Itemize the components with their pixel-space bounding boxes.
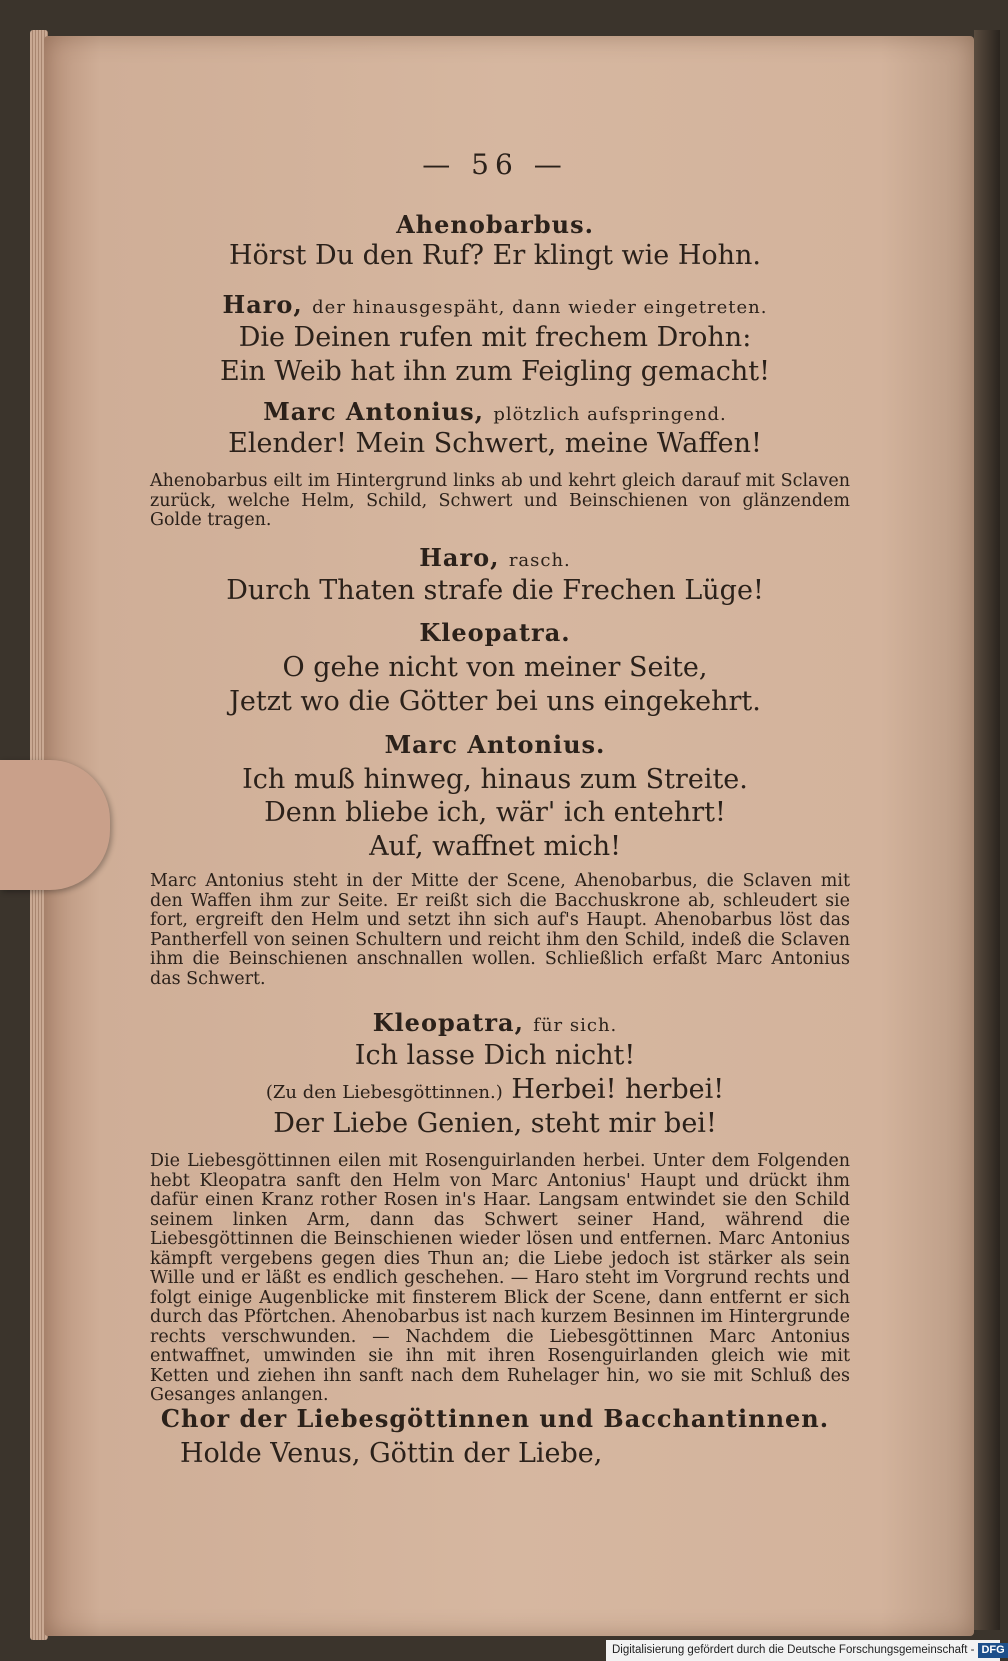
verse-line: Ein Weib hat ihn zum Feigling gemacht! bbox=[220, 356, 770, 387]
stage-direction-inline: für sich. bbox=[533, 1015, 618, 1036]
verse-line: Der Liebe Genien, steht mir bei! bbox=[273, 1108, 717, 1139]
stage-direction-inline: der hinausgespäht, dann wieder eingetreten. bbox=[312, 297, 768, 318]
verse-line: O gehe nicht von meiner Seite, bbox=[282, 652, 708, 683]
verse-line: Durch Thaten strafe die Frechen Lüge! bbox=[226, 575, 764, 606]
verse-line: Auf, waffnet mich! bbox=[369, 831, 621, 862]
verse-line: Ich lasse Dich nicht! bbox=[354, 1040, 636, 1071]
speaker-ahenobarbus: Ahenobarbus. bbox=[396, 210, 594, 239]
stage-direction: Ahenobarbus eilt im Hintergrund links ab und kehrt gleich darauf mit Sclaven zurück, welche Helm, Schild, Schwert und Beinschienen von glänzendem Golde tragen. bbox=[150, 471, 850, 530]
speaker-marc-antonius: Marc Antonius, plötzlich aufspringend. bbox=[263, 397, 727, 426]
aside-direction: (Zu den Liebesgöttinnen.) bbox=[265, 1082, 503, 1103]
stage-direction: Marc Antonius steht in der Mitte der Scene, Ahenobarbus, die Sclaven mit den Waffen ihm zur Seite. Er reißt sich die Bacchuskrone ab, schleudert sie fort, ergreift den Helm und setzt ihn sich auf's Haupt. Ahenobarbus löst das Pantherfell von seinen Schultern und reicht ihm den Schild, indeß die Sclaven ihm die Beinschienen anschnallen wollen. Schließlich erfaßt Marc Antonius das Schwert. bbox=[150, 871, 850, 989]
verse-line: Ich muß hinweg, hinaus zum Streite. bbox=[242, 764, 748, 795]
page-number: — 56 — bbox=[422, 148, 568, 181]
speaker-marc-antonius: Marc Antonius. bbox=[384, 730, 606, 759]
verse-line: Die Deinen rufen mit frechem Drohn: bbox=[238, 322, 752, 353]
verse-line: Jetzt wo die Götter bei uns eingekehrt. bbox=[229, 686, 761, 717]
speaker-haro: Haro, der hinausgespäht, dann wieder eingetreten. bbox=[222, 290, 768, 319]
speaker-haro: Haro, rasch. bbox=[419, 543, 571, 572]
digitization-credit: Digitalisierung gefördert durch die Deutsche Forschungsgemeinschaft - DFG bbox=[606, 1640, 1000, 1661]
verse-line: Holde Venus, Göttin der Liebe, bbox=[180, 1438, 603, 1469]
verse-line: Denn bliebe ich, wär' ich entehrt! bbox=[264, 797, 726, 828]
verse-line: Hörst Du den Ruf? Er klingt wie Hohn. bbox=[228, 240, 762, 271]
verse-line: Elender! Mein Schwert, meine Waffen! bbox=[228, 428, 762, 459]
verse-line: (Zu den Liebesgöttinnen.) Herbei! herbei! bbox=[265, 1074, 725, 1105]
speaker-chorus: Chor der Liebesgöttinnen und Bacchantinnen. bbox=[160, 1404, 830, 1433]
page-tab bbox=[0, 760, 110, 890]
stage-direction: Die Liebesgöttinnen eilen mit Rosenguirlanden herbei. Unter dem Folgenden hebt Kleopatra sanft den Helm von Marc Antonius' Haupt und drückt ihm dafür einen Kranz rother Rosen in's Haar. Langsam entwindet sie den Schild seinem linken Arm, dann das Schwert seiner Hand, während die Liebesgöttinnen die Beinschienen wieder lösen und entfernen. Marc Antonius kämpft vergebens gegen dies Thun an; die Liebe jedoch ist stärker als sein Wille und er läßt es endlich geschehen. — Haro steht im Vorgrund rechts und folgt einige Augenblicke mit finsterem Blick der Scene, dann entfernt er sich durch das Pförtchen. Ahenobarbus ist nach kurzem Besinnen im Hintergrunde rechts verschwunden. — Nachdem die Liebesgöttinnen Marc Antonius entwaffnet, umwinden sie ihn mit ihren Rosenguirlanden gleich wie mit Ketten und ziehen ihn sanft nach dem Ruhelager hin, wo sie mit Schluß des Gesanges anlangen. bbox=[150, 1151, 850, 1405]
dfg-logo: DFG bbox=[978, 1643, 1007, 1658]
binding-shadow bbox=[974, 30, 1000, 1630]
speaker-kleopatra: Kleopatra. bbox=[419, 618, 571, 647]
stage-direction-inline: plötzlich aufspringend. bbox=[493, 404, 727, 425]
speaker-kleopatra: Kleopatra, für sich. bbox=[372, 1008, 618, 1037]
stage-direction-inline: rasch. bbox=[508, 550, 571, 571]
